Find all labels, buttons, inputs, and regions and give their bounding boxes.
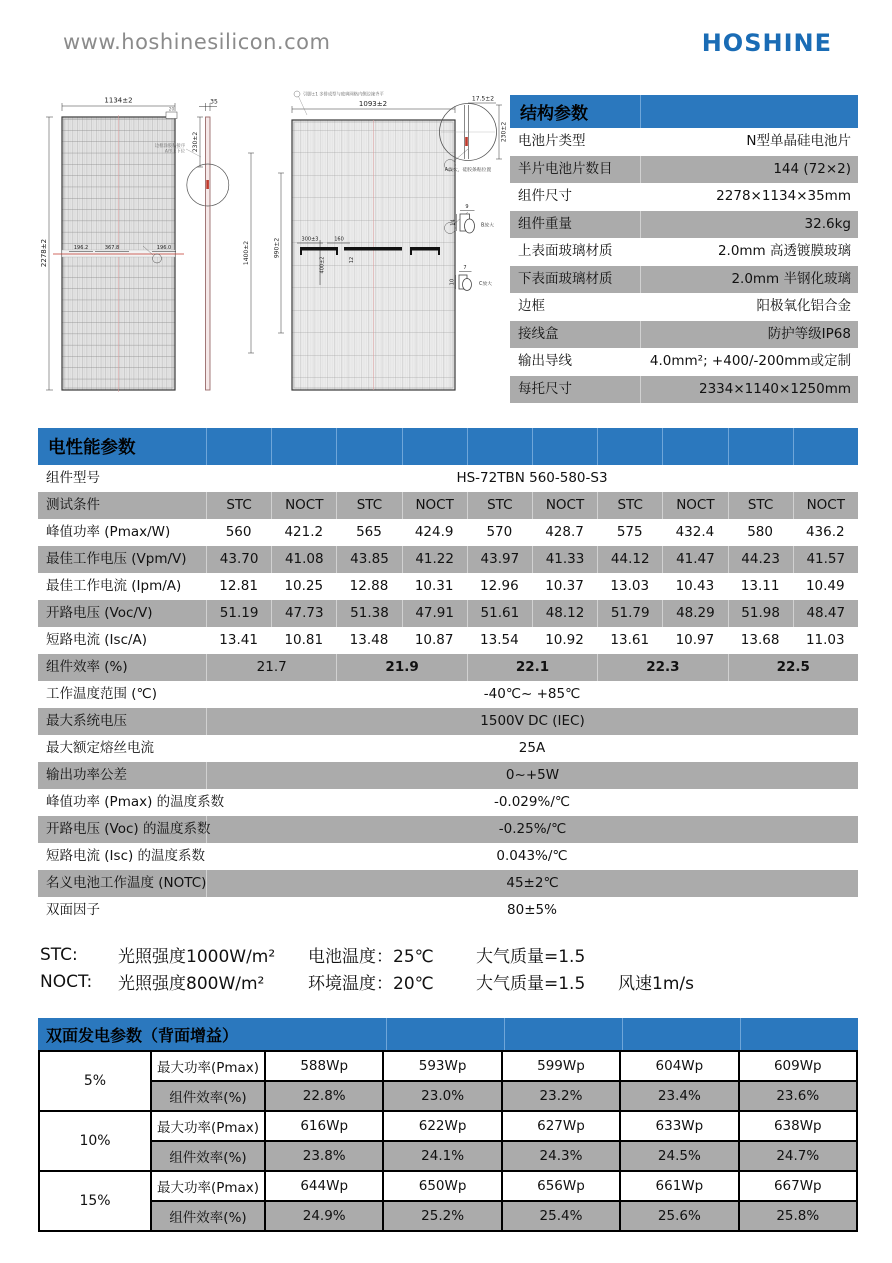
param-label: 最大功率(Pmax) bbox=[151, 1111, 265, 1141]
value-cell: 580 bbox=[747, 524, 773, 540]
efficiency-value: 21.9 bbox=[336, 654, 466, 681]
pmax-value: 661Wp bbox=[620, 1171, 738, 1201]
side-note-line1: 边框涂胶粘接序 bbox=[154, 144, 185, 149]
value-cell: 12.96 bbox=[480, 578, 519, 594]
back-dim-12: 12 bbox=[349, 256, 355, 264]
pmax-value: 656Wp bbox=[502, 1171, 620, 1201]
gain-percent-cell: 5% bbox=[39, 1051, 151, 1111]
param-label: 最大功率(Pmax) bbox=[151, 1171, 265, 1201]
note-segment: NOCT: bbox=[40, 971, 93, 992]
param-label: 组件尺寸 bbox=[518, 188, 572, 204]
param-value: 防护等级IP68 bbox=[640, 321, 858, 349]
bifacial-table-body bbox=[39, 1051, 857, 1231]
efficiency-value: 25.8% bbox=[739, 1201, 857, 1231]
structure-row bbox=[510, 128, 858, 156]
value-cell: 41.47 bbox=[662, 546, 727, 573]
spec-row bbox=[38, 816, 858, 843]
front-view bbox=[40, 97, 184, 393]
side-offset-dim: 230±2 bbox=[192, 131, 199, 153]
metric-row bbox=[38, 546, 858, 573]
condition-cell: STC bbox=[728, 492, 793, 519]
param-label: 边框 bbox=[518, 298, 545, 314]
efficiency-value: 23.8% bbox=[265, 1141, 383, 1171]
pmax-value: 650Wp bbox=[383, 1171, 501, 1201]
structure-row bbox=[510, 376, 858, 404]
spec-value: 80±5% bbox=[507, 902, 557, 918]
efficiency-value: 25.2% bbox=[383, 1201, 501, 1231]
detail-b bbox=[451, 204, 495, 233]
value-cell: 10.31 bbox=[414, 578, 454, 594]
param-label: 峰值功率 (Pmax) 的温度系数 bbox=[46, 794, 225, 810]
value-cell: 424.9 bbox=[414, 524, 454, 540]
structure-table-title-bar bbox=[510, 95, 858, 128]
spec-value: -0.25%/℃ bbox=[206, 816, 858, 843]
efficiency-value: 22.1 bbox=[467, 654, 597, 681]
condition-cell: NOCT bbox=[793, 492, 858, 519]
front-corner-note: 20 bbox=[168, 107, 175, 113]
detail-b-dim-w: 9 bbox=[465, 204, 469, 210]
value-cell: 13.41 bbox=[219, 632, 258, 648]
spec-value: 0.043%/℃ bbox=[496, 848, 568, 864]
efficiency-value: 24.1% bbox=[383, 1141, 501, 1171]
metric-row bbox=[38, 519, 858, 546]
efficiency-value: 24.9% bbox=[265, 1201, 383, 1231]
param-label: 上表面玻璃材质 bbox=[518, 243, 613, 259]
note-segment: 光照强度1000W/m² bbox=[118, 947, 276, 967]
bifacial-table-title-bar bbox=[38, 1018, 858, 1050]
note-segment: 大气质量=1.5 bbox=[476, 974, 586, 994]
value-cell: 43.97 bbox=[467, 546, 532, 573]
bifacial-params-section bbox=[38, 1018, 858, 1232]
pmax-value: 599Wp bbox=[502, 1051, 620, 1081]
structure-row bbox=[510, 183, 858, 211]
param-value: N型单晶硅电池片 bbox=[746, 133, 851, 149]
structure-row bbox=[510, 321, 858, 349]
value-cell: 51.61 bbox=[467, 600, 532, 627]
front-mid-dim-3: 196.0 bbox=[156, 245, 172, 251]
gain-percent-cell: 15% bbox=[39, 1171, 151, 1231]
spec-row bbox=[38, 735, 858, 762]
detail-c-dim-w: 7 bbox=[463, 265, 467, 271]
value-cell: 48.29 bbox=[662, 600, 727, 627]
value-cell: 47.91 bbox=[402, 600, 467, 627]
detail-a-dim-top: 17.5±2 bbox=[471, 95, 495, 103]
param-label: 名义电池工作温度 (NOTC) bbox=[46, 875, 207, 891]
detail-c-caption: C放大 bbox=[479, 282, 492, 287]
back-view bbox=[243, 91, 468, 391]
bifacial-pmax-row bbox=[39, 1051, 857, 1081]
electrical-table-title: 电性能参数 bbox=[48, 438, 136, 458]
param-value: 4.0mm²; +400/-200mm或定制 bbox=[649, 353, 851, 369]
value-cell: 10.81 bbox=[284, 632, 324, 648]
front-mid-dim-1: 196.2 bbox=[73, 245, 89, 251]
param-label: 组件重量 bbox=[518, 215, 572, 232]
note-line bbox=[40, 968, 694, 995]
param-label: 电池片类型 bbox=[518, 133, 586, 149]
param-label: 开路电压 (Voc) 的温度系数 bbox=[46, 821, 211, 837]
note-segment: 风速1m/s bbox=[618, 974, 694, 994]
spec-value: 0~+5W bbox=[206, 762, 858, 789]
module-model-value: HS-72TBN 560-580-S3 bbox=[456, 470, 608, 486]
param-label: 组件效率 (%) bbox=[46, 659, 128, 675]
test-condition-row bbox=[38, 492, 858, 519]
value-cell: 12.81 bbox=[219, 578, 258, 594]
value-cell: 43.70 bbox=[206, 546, 271, 573]
spec-row bbox=[38, 789, 858, 816]
param-label: 组件效率(%) bbox=[151, 1141, 265, 1171]
param-label: 半片电池片数目 bbox=[518, 160, 613, 177]
param-label: 组件型号 bbox=[46, 470, 100, 486]
value-cell: 432.4 bbox=[675, 524, 715, 540]
value-cell: 13.03 bbox=[610, 578, 650, 594]
note-segment: 电池温度：25℃ bbox=[308, 947, 434, 967]
value-cell: 51.19 bbox=[206, 600, 271, 627]
pmax-value: 593Wp bbox=[383, 1051, 501, 1081]
detail-c-dim-h: 10 bbox=[449, 278, 456, 286]
test-condition-notes bbox=[40, 941, 694, 995]
bifacial-eff-row bbox=[39, 1201, 857, 1231]
value-cell: 10.25 bbox=[284, 578, 324, 594]
structure-row bbox=[510, 156, 858, 184]
detail-b-caption: B放大 bbox=[481, 223, 494, 229]
efficiency-row bbox=[38, 654, 858, 681]
value-cell: 48.47 bbox=[793, 600, 858, 627]
condition-cell: NOCT bbox=[402, 492, 467, 519]
efficiency-value: 22.5 bbox=[728, 654, 858, 681]
value-cell: 13.54 bbox=[480, 632, 519, 648]
back-dim-300: 300±3 bbox=[301, 236, 319, 243]
spec-value: -0.029%/℃ bbox=[493, 794, 571, 810]
param-value: 2278×1134×35mm bbox=[716, 188, 851, 204]
structure-table-body bbox=[510, 128, 858, 403]
condition-cell: STC bbox=[336, 492, 401, 519]
spec-row bbox=[38, 708, 858, 735]
note-segment: 光照强度800W/m² bbox=[118, 974, 265, 994]
hoshine-logo: HOSHINE bbox=[701, 29, 832, 57]
panel-technical-drawing bbox=[35, 85, 510, 415]
spec-value: 25A bbox=[518, 740, 546, 756]
condition-cell: NOCT bbox=[532, 492, 597, 519]
spec-value: 45±2℃ bbox=[206, 870, 858, 897]
param-label: 测试条件 bbox=[46, 497, 100, 513]
pmax-value: 588Wp bbox=[265, 1051, 383, 1081]
param-value: 2334×1140×1250mm bbox=[640, 376, 858, 404]
param-label: 最佳工作电流 (Ipm/A) bbox=[46, 578, 182, 594]
efficiency-value: 24.5% bbox=[620, 1141, 738, 1171]
side-note-line2: A序上下位 bbox=[164, 149, 185, 155]
back-width-dim: 1093±2 bbox=[358, 100, 388, 108]
param-label: 开路电压 (Voc/V) bbox=[46, 605, 153, 621]
value-cell: 565 bbox=[356, 524, 382, 540]
value-cell: 44.12 bbox=[597, 546, 662, 573]
website-url: www.hoshinesilicon.com bbox=[63, 30, 331, 54]
value-cell: 560 bbox=[225, 524, 252, 540]
pmax-value: 616Wp bbox=[265, 1111, 383, 1141]
front-width-dim: 1134±2 bbox=[104, 96, 133, 105]
efficiency-value: 24.3% bbox=[502, 1141, 620, 1171]
value-cell: 13.11 bbox=[740, 578, 780, 594]
detail-a-caption: A放大，硅胶条粘位置 bbox=[444, 168, 492, 173]
efficiency-value: 23.4% bbox=[620, 1081, 738, 1111]
back-dim-400: 400±2 bbox=[319, 256, 326, 274]
efficiency-value: 22.3 bbox=[597, 654, 727, 681]
structure-row bbox=[510, 266, 858, 294]
note-line bbox=[40, 941, 694, 968]
param-label: 最大功率(Pmax) bbox=[151, 1051, 265, 1081]
param-label: 输出导线 bbox=[518, 353, 572, 369]
back-top-note: 引脚±1 多排成型与玻璃网格内侧边缘齐平 bbox=[303, 92, 384, 98]
value-cell: 51.98 bbox=[728, 600, 793, 627]
value-cell: 43.85 bbox=[336, 546, 401, 573]
pmax-value: 644Wp bbox=[265, 1171, 383, 1201]
condition-cell: NOCT bbox=[662, 492, 727, 519]
param-value: 阳极氧化铝合金 bbox=[756, 298, 851, 314]
value-cell: 12.88 bbox=[349, 578, 389, 594]
metric-row bbox=[38, 573, 858, 600]
param-label: 组件效率(%) bbox=[151, 1081, 265, 1111]
bifacial-pmax-row bbox=[39, 1111, 857, 1141]
bifacial-pmax-row bbox=[39, 1171, 857, 1201]
param-label: 下表面玻璃材质 bbox=[518, 270, 613, 287]
value-cell: 13.48 bbox=[349, 632, 389, 648]
spec-row bbox=[38, 843, 858, 870]
pmax-value: 604Wp bbox=[620, 1051, 738, 1081]
note-segment: 大气质量=1.5 bbox=[476, 947, 586, 967]
pmax-value: 638Wp bbox=[739, 1111, 857, 1141]
pmax-value: 667Wp bbox=[739, 1171, 857, 1201]
efficiency-value: 25.4% bbox=[502, 1201, 620, 1231]
bifacial-table bbox=[38, 1050, 858, 1232]
metric-row bbox=[38, 600, 858, 627]
efficiency-value: 23.6% bbox=[739, 1081, 857, 1111]
condition-cell: NOCT bbox=[271, 492, 336, 519]
electrical-params-table bbox=[38, 428, 858, 924]
value-cell: 44.23 bbox=[728, 546, 793, 573]
value-cell: 41.57 bbox=[793, 546, 858, 573]
condition-cell: STC bbox=[467, 492, 532, 519]
pmax-value: 627Wp bbox=[502, 1111, 620, 1141]
param-label: 双面因子 bbox=[46, 902, 100, 918]
pmax-value: 609Wp bbox=[739, 1051, 857, 1081]
structure-row bbox=[510, 293, 858, 321]
spec-row bbox=[38, 762, 858, 789]
side-thickness-dim: 35 bbox=[210, 98, 218, 106]
front-height-dim: 2278±2 bbox=[40, 238, 48, 268]
bifacial-eff-row bbox=[39, 1081, 857, 1111]
efficiency-value: 24.7% bbox=[739, 1141, 857, 1171]
param-label: 最佳工作电压 (Vpm/V) bbox=[46, 551, 187, 567]
value-cell: 10.97 bbox=[675, 632, 715, 648]
efficiency-value: 25.6% bbox=[620, 1201, 738, 1231]
back-dim-990: 990±2 bbox=[273, 237, 281, 259]
structure-params-table bbox=[510, 95, 858, 403]
value-cell: 13.68 bbox=[740, 632, 780, 648]
param-label: 短路电流 (Isc) 的温度系数 bbox=[46, 848, 206, 864]
structure-table-title: 结构参数 bbox=[520, 104, 588, 124]
value-cell: 41.33 bbox=[532, 546, 597, 573]
value-cell: 11.03 bbox=[805, 632, 845, 648]
value-cell: 48.12 bbox=[532, 600, 597, 627]
value-cell: 10.49 bbox=[805, 578, 845, 594]
param-label: 最大额定熔丝电流 bbox=[46, 740, 154, 756]
param-label: 峰值功率 (Pmax/W) bbox=[46, 524, 171, 540]
structure-row bbox=[510, 238, 858, 266]
value-cell: 10.43 bbox=[675, 578, 715, 594]
value-cell: 41.22 bbox=[402, 546, 467, 573]
value-cell: 41.08 bbox=[271, 546, 336, 573]
condition-cell: STC bbox=[597, 492, 662, 519]
param-value: 2.0mm 高透镀膜玻璃 bbox=[717, 243, 851, 259]
spec-row bbox=[38, 870, 858, 897]
spec-row bbox=[38, 681, 858, 708]
back-dim-160: 160 bbox=[334, 236, 344, 243]
param-label: 组件效率(%) bbox=[151, 1201, 265, 1231]
efficiency-value: 22.8% bbox=[265, 1081, 383, 1111]
metric-row bbox=[38, 627, 858, 654]
param-value: 144 (72×2) bbox=[640, 156, 858, 184]
value-cell: 10.87 bbox=[414, 632, 454, 648]
value-cell: 436.2 bbox=[805, 524, 845, 540]
note-segment: STC: bbox=[40, 944, 78, 965]
electrical-table-title-bar bbox=[38, 428, 858, 465]
value-cell: 51.79 bbox=[597, 600, 662, 627]
param-value: 2.0mm 半钢化玻璃 bbox=[640, 266, 858, 294]
condition-cell: STC bbox=[206, 492, 271, 519]
module-model-row bbox=[38, 465, 858, 492]
spec-value: -40℃~ +85℃ bbox=[483, 686, 581, 702]
front-mid-dim-2: 367.8 bbox=[104, 245, 120, 251]
detail-a-dim-side: 230±2 bbox=[500, 121, 508, 143]
note-segment: 环境温度：20℃ bbox=[308, 974, 434, 994]
value-cell: 13.61 bbox=[610, 632, 650, 648]
value-cell: 570 bbox=[486, 524, 513, 540]
value-cell: 10.92 bbox=[545, 632, 584, 648]
pmax-value: 633Wp bbox=[620, 1111, 738, 1141]
param-value: 32.6kg bbox=[640, 211, 858, 239]
bifacial-eff-row bbox=[39, 1141, 857, 1171]
value-cell: 10.37 bbox=[545, 578, 584, 594]
param-label: 输出功率公差 bbox=[46, 767, 127, 783]
structure-row bbox=[510, 348, 858, 376]
detail-b-dim-h: 14 bbox=[450, 219, 457, 226]
value-cell: 47.73 bbox=[271, 600, 336, 627]
bifacial-table-title: 双面发电参数（背面增益） bbox=[46, 1025, 239, 1045]
structure-row bbox=[510, 211, 858, 239]
param-label: 接线盒 bbox=[518, 325, 559, 342]
param-label: 工作温度范围 (℃) bbox=[46, 686, 157, 702]
param-label: 每托尺寸 bbox=[518, 380, 572, 397]
detail-c bbox=[450, 265, 493, 291]
param-label: 最大系统电压 bbox=[46, 713, 127, 729]
back-dim-1400: 1400±2 bbox=[243, 240, 250, 266]
pmax-value: 622Wp bbox=[383, 1111, 501, 1141]
param-label: 短路电流 (Isc/A) bbox=[46, 632, 148, 648]
gain-percent-cell: 10% bbox=[39, 1111, 151, 1171]
efficiency-value: 23.2% bbox=[502, 1081, 620, 1111]
value-cell: 421.2 bbox=[284, 524, 324, 540]
efficiency-value: 21.7 bbox=[206, 654, 336, 681]
value-cell: 428.7 bbox=[545, 524, 584, 540]
efficiency-value: 23.0% bbox=[383, 1081, 501, 1111]
electrical-table-body bbox=[38, 465, 858, 924]
spec-value: 1500V DC (IEC) bbox=[206, 708, 858, 735]
value-cell: 51.38 bbox=[336, 600, 401, 627]
spec-row bbox=[38, 897, 858, 924]
value-cell: 575 bbox=[616, 524, 643, 540]
